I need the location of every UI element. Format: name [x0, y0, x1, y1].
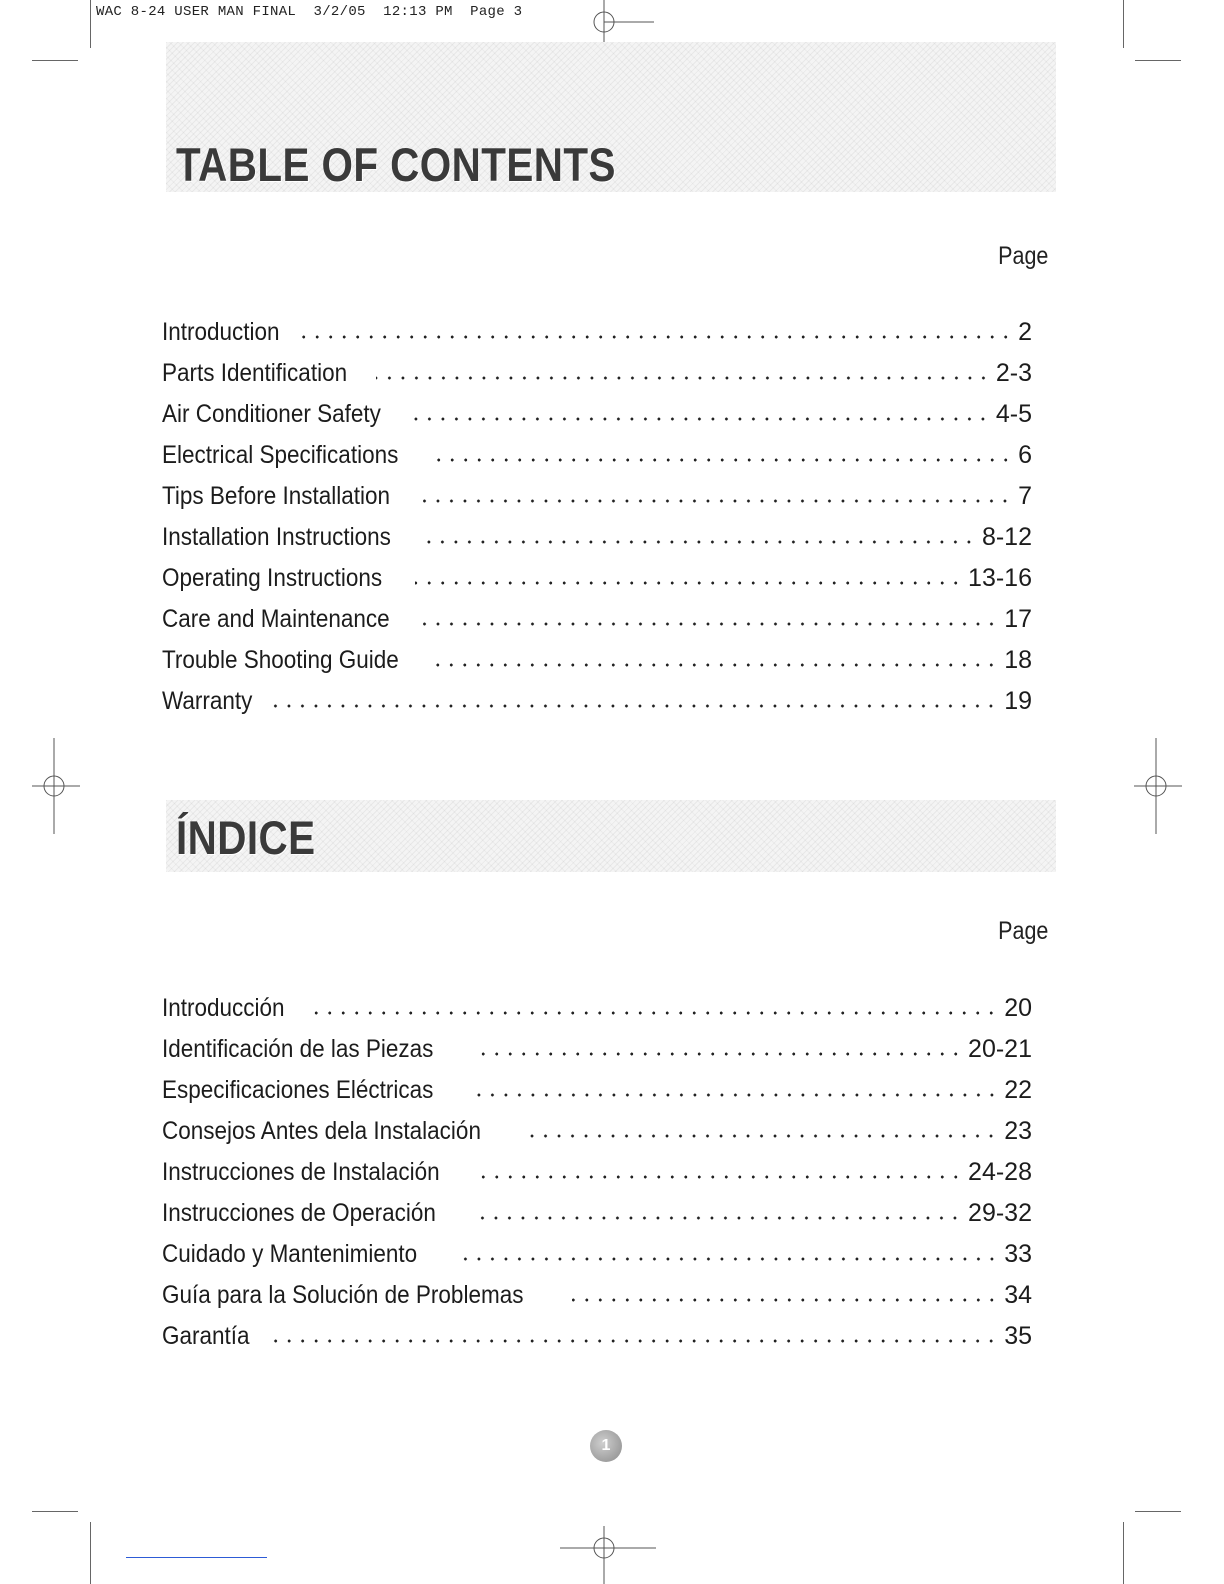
- toc-entry[interactable]: [162, 646, 1032, 687]
- toc-entry-title: Care and Maintenance: [162, 605, 390, 633]
- bottom-rule: [126, 1557, 267, 1558]
- toc-entry[interactable]: [162, 564, 1032, 605]
- toc-entry[interactable]: [162, 1076, 1032, 1117]
- page-number-badge: 1: [590, 1430, 622, 1462]
- indice-list: [162, 994, 1032, 1363]
- toc-entry-page: 2-3: [995, 359, 1032, 387]
- toc-entry[interactable]: [162, 359, 1032, 400]
- dot-leader: [433, 457, 1012, 463]
- toc-entry[interactable]: [162, 687, 1032, 728]
- toc-entry[interactable]: [162, 1199, 1032, 1240]
- dot-leader: [415, 580, 962, 586]
- dot-leader: [472, 1051, 962, 1057]
- toc-entry-title: Parts Identification: [162, 359, 348, 387]
- toc-entry[interactable]: [162, 441, 1032, 482]
- toc-entry-page: 20-21: [968, 1035, 1032, 1063]
- dot-leader: [423, 621, 998, 627]
- crop-mark: [1123, 1522, 1124, 1584]
- toc-entry-page: 34: [1004, 1281, 1032, 1309]
- toc-entry-page: 17: [1004, 605, 1032, 633]
- crop-mark: [32, 60, 78, 61]
- registration-mark-icon: [584, 0, 656, 44]
- toc-entry[interactable]: [162, 400, 1032, 441]
- toc-entry-page: 4-5: [995, 400, 1032, 428]
- toc-entry-title: Introduction: [162, 318, 280, 346]
- toc-entry-page: 20: [1004, 994, 1032, 1022]
- toc-entry-page: 6: [1018, 441, 1032, 469]
- toc-entry-title: Warranty: [162, 687, 253, 715]
- toc-entry-page: 7: [1018, 482, 1032, 510]
- page-column-label: Page: [997, 242, 1048, 270]
- toc-entry-title: Electrical Specifications: [162, 441, 399, 469]
- dot-leader: [474, 1215, 962, 1221]
- toc-entry-title: Consejos Antes dela Instalación: [162, 1117, 481, 1145]
- crop-mark: [1135, 1511, 1181, 1512]
- dot-leader: [376, 375, 990, 381]
- toc-entry-page: 2: [1018, 318, 1032, 346]
- toc-entry-title: Especificaciones Eléctricas: [162, 1076, 434, 1104]
- page-column-label: Page: [997, 917, 1048, 945]
- toc-entry-title: Instrucciones de Instalación: [162, 1158, 440, 1186]
- toc-entry-page: 24-28: [968, 1158, 1032, 1186]
- dot-leader: [454, 1256, 999, 1262]
- toc-entry-title: Guía para la Solución de Problemas: [162, 1281, 524, 1309]
- dot-leader: [572, 1297, 999, 1303]
- toc-list: [162, 318, 1032, 728]
- toc-entry[interactable]: [162, 1240, 1032, 1281]
- toc-entry-page: 22: [1004, 1076, 1032, 1104]
- dot-leader: [433, 662, 998, 668]
- toc-entry[interactable]: [162, 1117, 1032, 1158]
- crop-mark: [90, 1522, 91, 1584]
- crop-mark: [90, 0, 91, 48]
- toc-entry-page: 19: [1004, 687, 1032, 715]
- indice-heading: ÍNDICE: [176, 811, 316, 864]
- toc-entry[interactable]: [162, 318, 1032, 359]
- dot-leader: [424, 539, 976, 545]
- toc-entry-page: 8-12: [981, 523, 1032, 551]
- dot-leader: [524, 1133, 998, 1139]
- registration-mark-icon: [32, 738, 80, 834]
- toc-entry[interactable]: [162, 994, 1032, 1035]
- crop-mark: [1135, 60, 1181, 61]
- toc-entry[interactable]: [162, 1281, 1032, 1322]
- dot-leader: [267, 1338, 998, 1344]
- toc-entry[interactable]: [162, 1322, 1032, 1363]
- dot-leader: [472, 1092, 999, 1098]
- toc-entry[interactable]: [162, 523, 1032, 564]
- toc-entry-title: Identificación de las Piezas: [162, 1035, 434, 1063]
- toc-entry-title: Tips Before Installation: [162, 482, 391, 510]
- toc-entry[interactable]: [162, 605, 1032, 646]
- toc-entry-page: 18: [1004, 646, 1032, 674]
- toc-entry-title: Introducción: [162, 994, 285, 1022]
- dot-leader: [306, 1010, 998, 1016]
- toc-entry-page: 33: [1004, 1240, 1032, 1268]
- toc-entry-title: Operating Instructions: [162, 564, 383, 592]
- toc-entry-title: Cuidado y Mantenimiento: [162, 1240, 418, 1268]
- toc-entry-page: 13-16: [968, 564, 1032, 592]
- crop-mark: [32, 1511, 78, 1512]
- toc-entry-page: 35: [1004, 1322, 1032, 1350]
- toc-entry-title: Installation Instructions: [162, 523, 391, 551]
- dot-leader: [301, 334, 1012, 340]
- toc-entry-page: 29-32: [968, 1199, 1032, 1227]
- toc-heading: TABLE OF CONTENTS: [176, 138, 616, 191]
- toc-entry-title: Instrucciones de Operación: [162, 1199, 436, 1227]
- dot-leader: [270, 703, 998, 709]
- toc-entry[interactable]: [162, 1158, 1032, 1199]
- crop-mark: [1123, 0, 1124, 48]
- print-slug-line: WAC 8-24 USER MAN FINAL 3/2/05 12:13 PM Page 3: [96, 4, 523, 20]
- toc-entry[interactable]: [162, 1035, 1032, 1076]
- toc-entry-title: Air Conditioner Safety: [162, 400, 381, 428]
- dot-leader: [413, 416, 990, 422]
- toc-entry-title: Trouble Shooting Guide: [162, 646, 399, 674]
- toc-entry[interactable]: [162, 482, 1032, 523]
- registration-mark-icon: [560, 1526, 656, 1584]
- toc-entry-page: 23: [1004, 1117, 1032, 1145]
- registration-mark-icon: [1134, 738, 1182, 834]
- toc-entry-title: Garantía: [162, 1322, 250, 1350]
- dot-leader: [423, 498, 1012, 504]
- dot-leader: [479, 1174, 963, 1180]
